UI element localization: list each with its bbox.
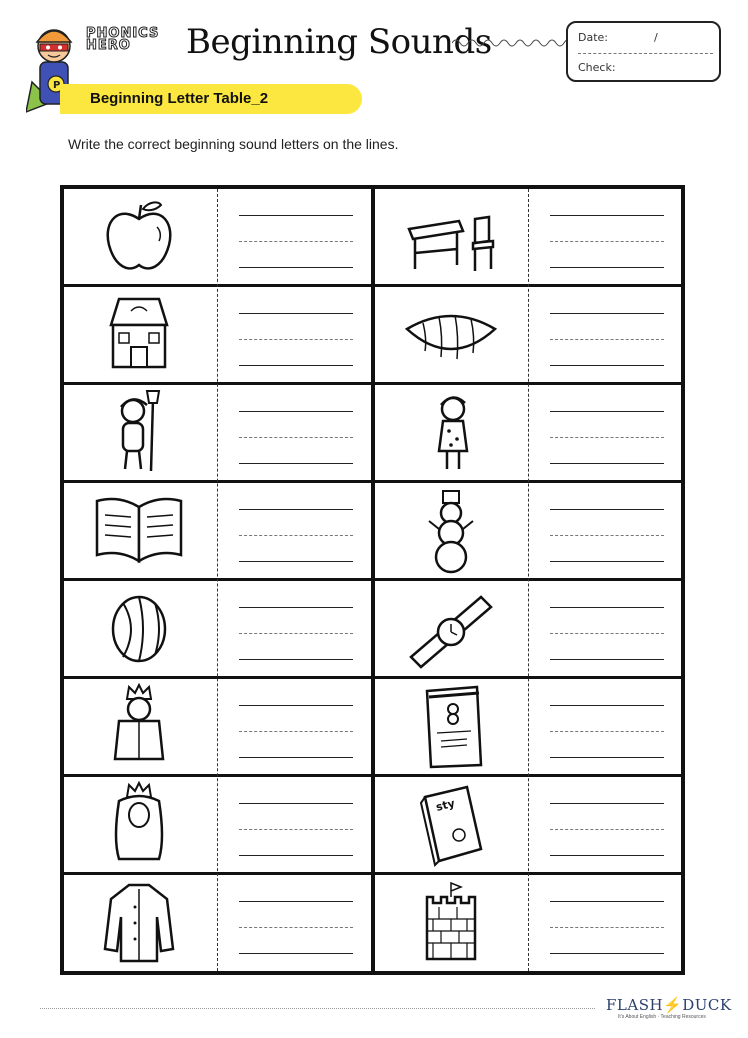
brand-duck: DUCK [682,996,732,1014]
row-divider [64,578,681,581]
watch-icon [401,583,501,673]
brand-line1: PHONICS [86,26,160,41]
answer-lines[interactable] [239,509,353,569]
page-title: Beginning Sounds [186,22,492,62]
row-divider [64,676,681,679]
coat-icon [89,877,189,967]
flashduck-logo [606,996,732,1014]
answer-lines[interactable] [239,705,353,765]
girl-with-scarf-icon [401,387,501,477]
beginning-letter-table [60,185,685,975]
queen-icon [89,779,189,869]
answer-lines[interactable] [239,803,353,863]
answer-lines[interactable] [550,215,664,275]
snowman-icon [401,485,501,575]
answer-lines[interactable] [239,607,353,667]
brand-flash: FLASH [606,996,664,1014]
answer-lines[interactable] [239,313,353,373]
boy-holding-broom-icon [89,387,189,477]
calendar-icon [401,681,501,771]
king-icon [89,681,189,771]
svg-text:P: P [53,80,61,91]
watermelon-icon [401,289,501,379]
footer-tagline: It's About English · Teaching Resources [618,1014,706,1020]
cell-dashed-divider [217,189,218,971]
worksheet-subtitle: Beginning Letter Table_2 [90,90,269,107]
cell-dashed-divider [528,189,529,971]
row-divider [64,382,681,385]
date-check-box [566,21,721,82]
row-divider [64,480,681,483]
answer-lines[interactable] [550,803,664,863]
lightning-icon: ⚡ [663,996,683,1014]
answer-lines[interactable] [550,705,664,765]
answer-lines[interactable] [550,313,664,373]
answer-lines[interactable] [550,509,664,569]
footer-divider [40,1008,595,1009]
date-label: Date: [578,31,608,44]
apple-icon [89,191,189,281]
brick-castle-icon [401,877,501,967]
desk-and-chair-icon [401,191,501,281]
row-divider [64,872,681,875]
answer-lines[interactable] [550,607,664,667]
house-icon [89,289,189,379]
beach-ball-icon [89,583,189,673]
wave-divider-icon [452,36,568,50]
check-label: Check: [578,61,616,74]
answer-lines[interactable] [239,215,353,275]
phonics-hero-logo [86,28,159,52]
date-separator: / [654,31,658,44]
row-divider [64,774,681,777]
check-field[interactable] [578,61,713,74]
row-divider [64,284,681,287]
answer-lines[interactable] [550,901,664,961]
answer-lines[interactable] [239,411,353,471]
instruction-text: Write the correct beginning sound letters on the lines. [68,136,399,152]
brand-line2: HERO [86,38,131,53]
story-book-icon [401,779,501,869]
svg-text:sty: sty [434,796,457,814]
open-book-icon [89,485,189,575]
answer-lines[interactable] [550,411,664,471]
date-field[interactable] [578,31,713,54]
answer-lines[interactable] [239,901,353,961]
